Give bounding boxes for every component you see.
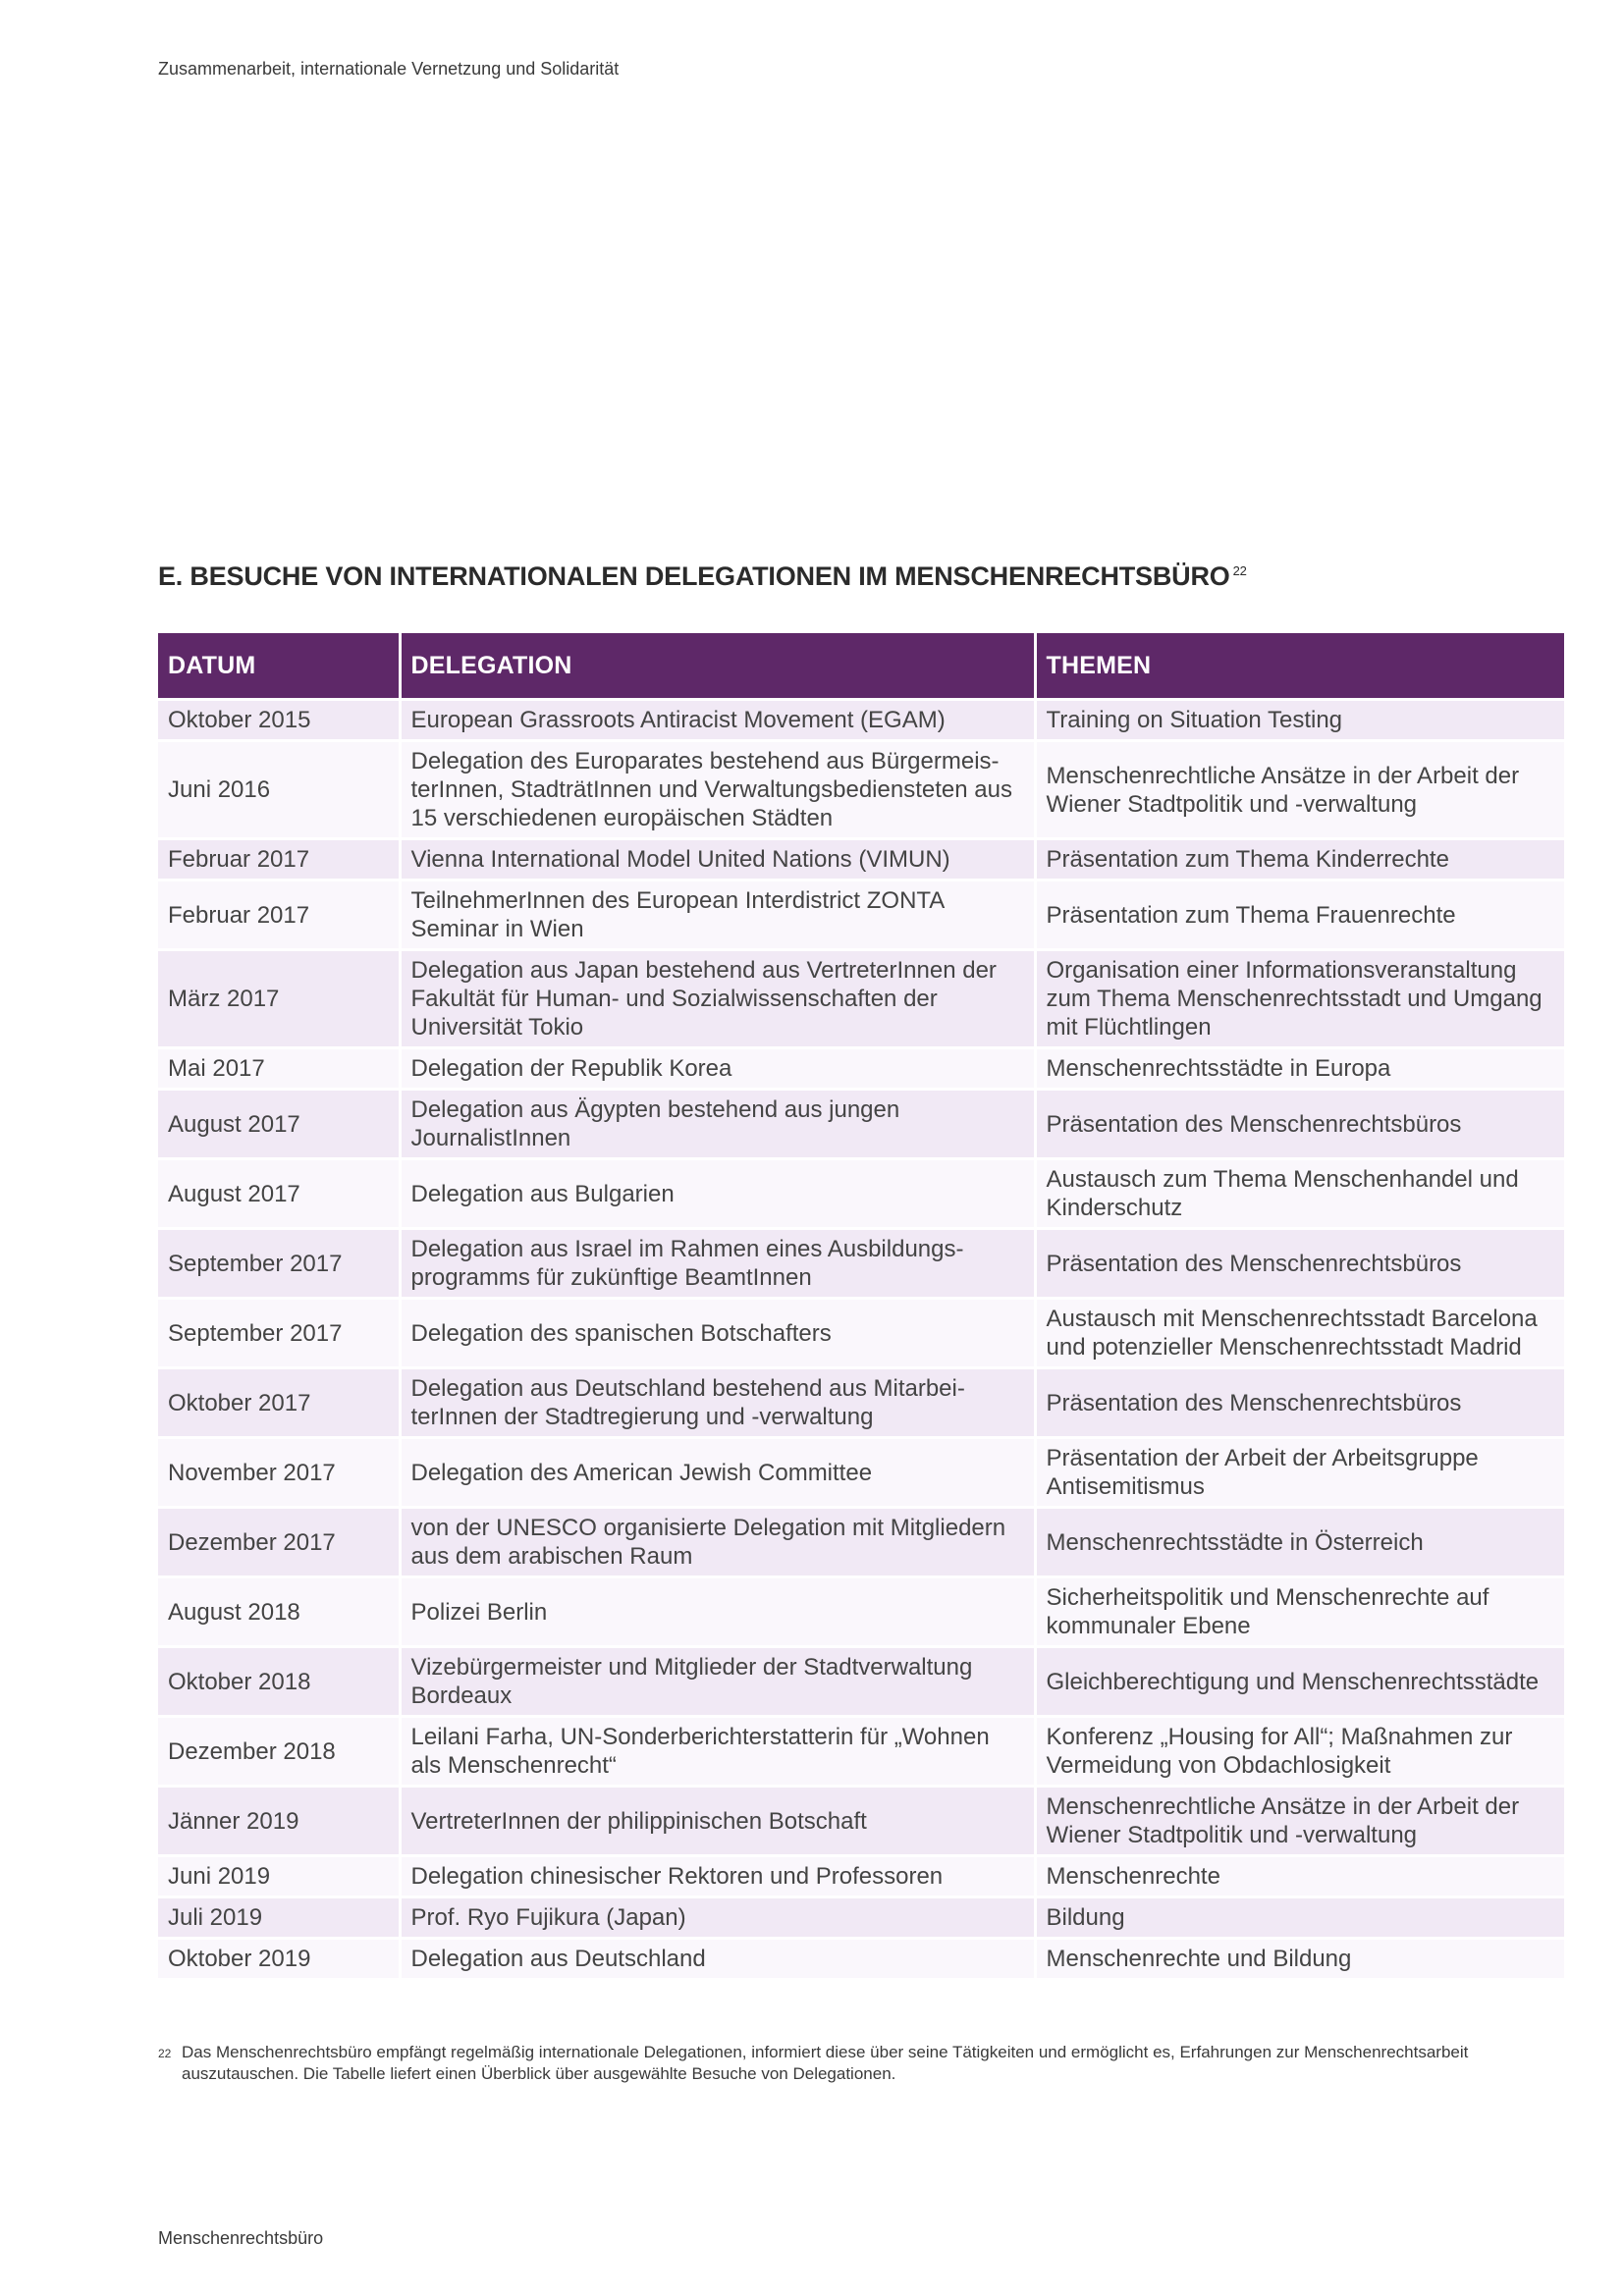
table-row xyxy=(158,1897,1564,1939)
column-header-delegation: DELEGATION xyxy=(400,633,1035,700)
cell-themen: Präsentation zum Thema Frauenrechte xyxy=(1035,881,1564,950)
delegations-table-wrapper xyxy=(158,633,1564,1978)
cell-delegation: Delegation der Republik Korea xyxy=(400,1048,1035,1090)
running-footer: Menschenrechtsbüro xyxy=(158,2228,324,2248)
table-row xyxy=(158,1856,1564,1897)
cell-delegation: TeilnehmerInnen des European Interdistrict ZONTA Seminar in Wien xyxy=(400,881,1035,950)
table-body xyxy=(158,700,1564,1979)
table-row xyxy=(158,839,1564,881)
delegations-table xyxy=(158,633,1564,1978)
table-row xyxy=(158,741,1564,839)
footnote-number: 22 xyxy=(158,2047,172,2060)
table-row xyxy=(158,700,1564,741)
section-title xyxy=(158,561,1247,592)
cell-delegation: European Grassroots Antiracist Movement (EGAM) xyxy=(400,700,1035,741)
table-header-row xyxy=(158,633,1564,700)
table-row xyxy=(158,1577,1564,1647)
cell-delegation: Delegation des spanischen Botschafters xyxy=(400,1299,1035,1368)
table-row xyxy=(158,1090,1564,1159)
cell-datum: Juni 2019 xyxy=(158,1856,400,1897)
cell-datum: August 2017 xyxy=(158,1159,400,1229)
cell-datum: August 2018 xyxy=(158,1577,400,1647)
cell-themen: Menschenrechtliche Ansätze in der Arbeit der Wiener Stadtpolitik und -verwaltung xyxy=(1035,1787,1564,1856)
table-row xyxy=(158,1438,1564,1508)
cell-themen: Austausch zum Thema Menschenhandel und Kinderschutz xyxy=(1035,1159,1564,1229)
cell-datum: März 2017 xyxy=(158,950,400,1048)
cell-delegation: Vienna International Model United Nations (VIMUN) xyxy=(400,839,1035,881)
cell-datum: Jänner 2019 xyxy=(158,1787,400,1856)
cell-datum: Februar 2017 xyxy=(158,839,400,881)
cell-datum: September 2017 xyxy=(158,1299,400,1368)
cell-delegation: Delegation aus Israel im Rahmen eines Ausbildungsprogramms für zukünftige BeamtInnen xyxy=(400,1229,1035,1299)
cell-delegation: Delegation des American Jewish Committee xyxy=(400,1438,1035,1508)
cell-themen: Menschenrechtliche Ansätze in der Arbeit der Wiener Stadtpolitik und -verwaltung xyxy=(1035,741,1564,839)
column-header-themen: THEMEN xyxy=(1035,633,1564,700)
cell-delegation: Vizebürgermeister und Mitglieder der Stadtverwaltung Bordeaux xyxy=(400,1647,1035,1717)
cell-datum: November 2017 xyxy=(158,1438,400,1508)
cell-delegation: Delegation aus Japan bestehend aus VertreterInnen der Fakultät für Human- und Sozialwissenschaften der Universität Tokio xyxy=(400,950,1035,1048)
cell-themen: Menschenrechte und Bildung xyxy=(1035,1939,1564,1979)
table-row xyxy=(158,1508,1564,1577)
cell-delegation: von der UNESCO organisierte Delegation mit Mitgliedern aus dem arabischen Raum xyxy=(400,1508,1035,1577)
footnote xyxy=(158,2042,1572,2085)
footnote-text: Das Menschenrechtsbüro empfängt regelmäßig internationale Delegationen, informiert diese über seine Tätigkeiten und ermöglicht es, Erfahrungen zur Menschenrechtsarbeit auszutauschen. Die Tabelle liefert einen Überblick über ausgewählte Besuche von Delegationen. xyxy=(182,2043,1469,2083)
cell-themen: Präsentation der Arbeit der Arbeitsgruppe Antisemitismus xyxy=(1035,1438,1564,1508)
cell-datum: Februar 2017 xyxy=(158,881,400,950)
section-title-text: E. BESUCHE VON INTERNATIONALEN DELEGATIONEN IM MENSCHENRECHTSBÜRO xyxy=(158,561,1230,591)
cell-themen: Menschenrechte xyxy=(1035,1856,1564,1897)
cell-delegation: Leilani Farha, UN-Sonderberichterstatterin für „Wohnen als Menschenrecht“ xyxy=(400,1717,1035,1787)
cell-themen: Organisation einer Informationsveranstaltung zum Thema Menschenrechtsstadt und Umgang mit Flüchtlingen xyxy=(1035,950,1564,1048)
cell-delegation: Delegation aus Ägypten bestehend aus jungen JournalistInnen xyxy=(400,1090,1035,1159)
cell-datum: Oktober 2015 xyxy=(158,700,400,741)
cell-datum: Dezember 2018 xyxy=(158,1717,400,1787)
table-row xyxy=(158,1717,1564,1787)
cell-delegation: Polizei Berlin xyxy=(400,1577,1035,1647)
cell-datum: August 2017 xyxy=(158,1090,400,1159)
cell-themen: Präsentation des Menschenrechtsbüros xyxy=(1035,1090,1564,1159)
cell-delegation: Delegation aus Deutschland bestehend aus MitarbeiterInnen der Stadtregierung und -verwaltung xyxy=(400,1368,1035,1438)
table-row xyxy=(158,1368,1564,1438)
table-row xyxy=(158,1647,1564,1717)
cell-delegation: Delegation des Europarates bestehend aus BürgermeisterInnen, StadträtInnen und Verwaltungsbediensteten aus 15 verschiedenen europäischen Städten xyxy=(400,741,1035,839)
cell-datum: Juni 2016 xyxy=(158,741,400,839)
cell-themen: Präsentation des Menschenrechtsbüros xyxy=(1035,1368,1564,1438)
table-row xyxy=(158,1159,1564,1229)
cell-themen: Austausch mit Menschenrechtsstadt Barcelona und potenzieller Menschenrechtsstadt Madrid xyxy=(1035,1299,1564,1368)
cell-delegation: Delegation aus Deutschland xyxy=(400,1939,1035,1979)
running-header: Zusammenarbeit, internationale Vernetzung und Solidarität xyxy=(158,59,620,79)
cell-delegation: Delegation chinesischer Rektoren und Professoren xyxy=(400,1856,1035,1897)
cell-datum: Oktober 2018 xyxy=(158,1647,400,1717)
table-row xyxy=(158,881,1564,950)
cell-datum: Oktober 2017 xyxy=(158,1368,400,1438)
table-row xyxy=(158,1048,1564,1090)
cell-themen: Bildung xyxy=(1035,1897,1564,1939)
footnote-reference[interactable]: 22 xyxy=(1232,563,1247,578)
cell-datum: Mai 2017 xyxy=(158,1048,400,1090)
cell-datum: September 2017 xyxy=(158,1229,400,1299)
cell-themen: Konferenz „Housing for All“; Maßnahmen zur Vermeidung von Obdachlosigkeit xyxy=(1035,1717,1564,1787)
table-row xyxy=(158,950,1564,1048)
cell-datum: Juli 2019 xyxy=(158,1897,400,1939)
cell-themen: Menschenrechtsstädte in Österreich xyxy=(1035,1508,1564,1577)
cell-themen: Sicherheitspolitik und Menschenrechte auf kommunaler Ebene xyxy=(1035,1577,1564,1647)
cell-delegation: VertreterInnen der philippinischen Botschaft xyxy=(400,1787,1035,1856)
cell-datum: Oktober 2019 xyxy=(158,1939,400,1979)
cell-themen: Präsentation zum Thema Kinderrechte xyxy=(1035,839,1564,881)
cell-themen: Präsentation des Menschenrechtsbüros xyxy=(1035,1229,1564,1299)
column-header-datum: DATUM xyxy=(158,633,400,700)
table-row xyxy=(158,1939,1564,1979)
cell-themen: Training on Situation Testing xyxy=(1035,700,1564,741)
table-row xyxy=(158,1299,1564,1368)
table-row xyxy=(158,1229,1564,1299)
table-row xyxy=(158,1787,1564,1856)
cell-themen: Gleichberechtigung und Menschenrechtsstädte xyxy=(1035,1647,1564,1717)
cell-delegation: Delegation aus Bulgarien xyxy=(400,1159,1035,1229)
cell-datum: Dezember 2017 xyxy=(158,1508,400,1577)
cell-delegation: Prof. Ryo Fujikura (Japan) xyxy=(400,1897,1035,1939)
cell-themen: Menschenrechtsstädte in Europa xyxy=(1035,1048,1564,1090)
